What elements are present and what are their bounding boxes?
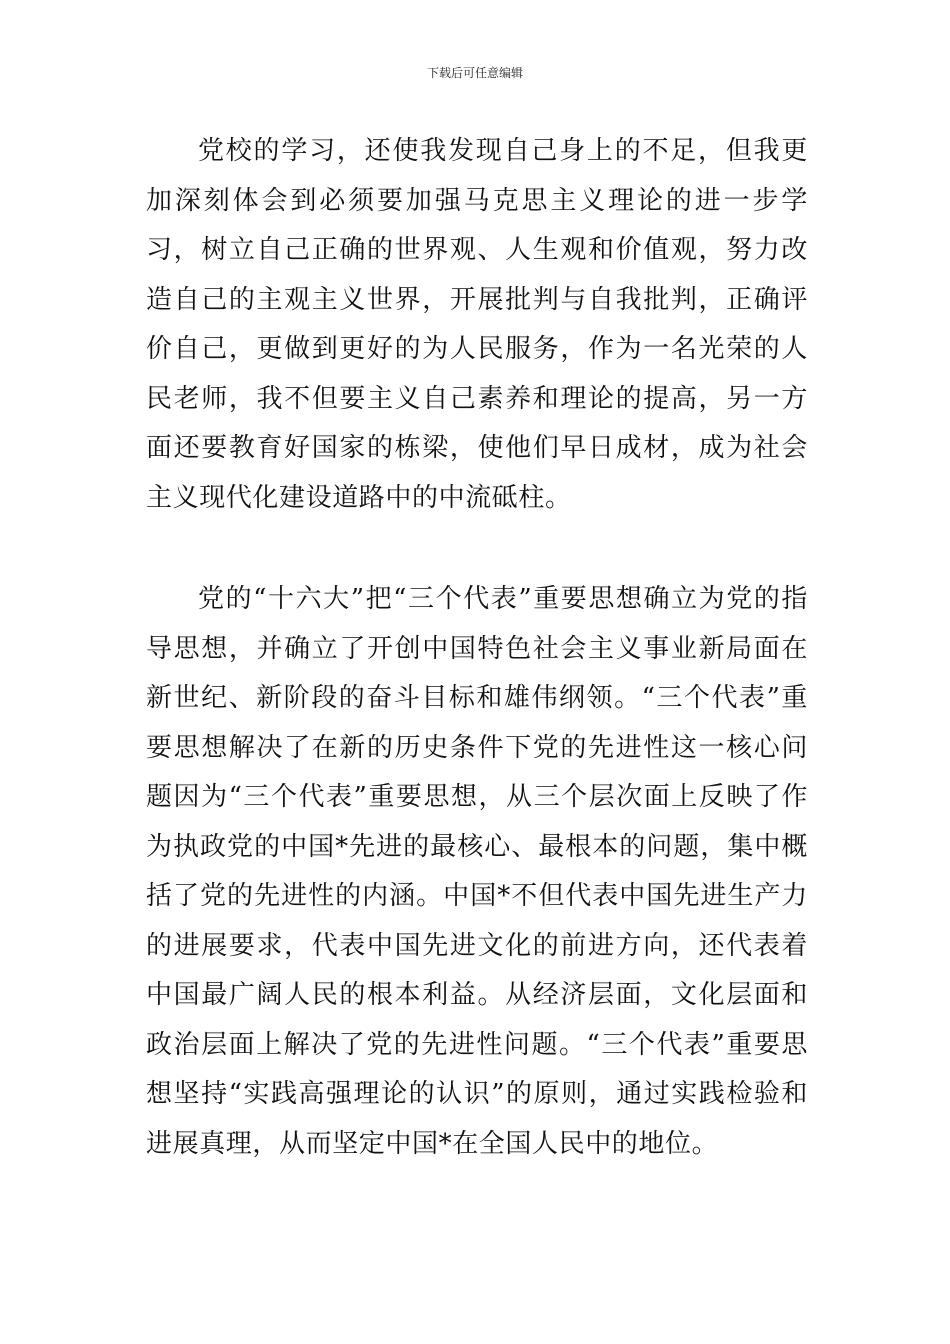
body-paragraph-1: 党校的学习，还使我发现自己身上的不足，但我更加深刻体会到必须要加强马克思主义理论的进一步学习，树立自己正确的世界观、人生观和价值观，努力改造自己的主观主义世界，开展批判与自我批判，正确评价自己，更做到更好的为人民服务，作为一名光荣的人民老师，我不但要主义自己素养和理论的提高，另一方面还要教育好国家的栋梁，使他们早日成材，成为社会主义现代化建设道路中的中流砥柱。 [146, 136, 808, 513]
body-paragraph-2: 党的“十六大”把“三个代表”重要思想确立为党的指导思想，并确立了开创中国特色社会主义事业新局面在新世纪、新阶段的奋斗目标和雄伟纲领。“三个代表”重要思想解决了在新的历史条件下党的先进性这一核心问题因为“三个代表”重要思想，从三个层次面上反映了作为执政党的中国*先进的最核心、最根本的问题，集中概括了党的先进性的内涵。中国*不但代表中国先进生产力的进展要求，代表中国先进文化的前进方向，还代表着中国最广阔人民的根本利益。从经济层面，文化层面和政治层面上解决了党的先进性问题。“三个代表”重要思想坚持“实践高强理论的认识”的原则，通过实践检验和进展真理，从而坚定中国*在全国人民中的地位。 [146, 584, 808, 1159]
page-header: 下载后可任意编辑 [426, 66, 523, 80]
